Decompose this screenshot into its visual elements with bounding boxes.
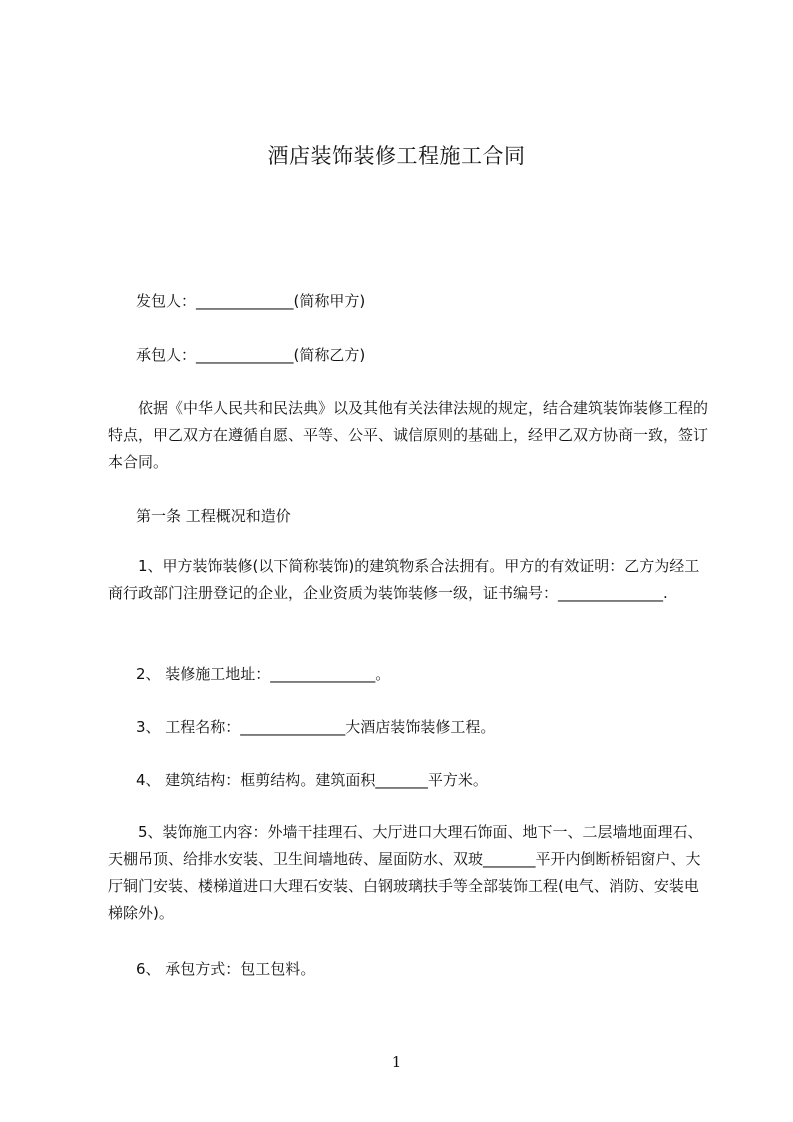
party-b-line: 承包人：_____________(简称乙方) [136,346,366,364]
clause-2-line: 2、 装修施工地址：______________。 [136,665,391,683]
page-number: 1 [391,1053,402,1071]
clause-4-line: 4、 建筑结构：框剪结构。建筑面积_______平方米。 [136,771,488,789]
clause-3-line: 3、 工程名称：______________大酒店装饰装修工程。 [136,718,496,736]
preamble-paragraph: 依据《中华人民共和民法典》以及其他有关法律法规的规定，结合建筑装饰装修工程的特点，甲乙双方在遵循自愿、平等、公平、诚信原则的基础上，经甲乙双方协商一致，签订本合同。 [108,399,709,471]
party-a-line: 发包人：_____________(简称甲方) [136,292,366,310]
clause-5-paragraph: 5、装饰施工内容：外墙干挂理石、大厅进口大理石饰面、地下一、二层墙地面理石、天棚吊顶、给排水安装、卫生间墙地砖、屋面防水、双玻_______平开内倒断桥铝窗户、大厅铜门安装、楼梯道进口大理石安装、白钢玻璃扶手等全部装饰工程(电气、消防、安装电梯除外)。 [108,823,703,922]
clause-6-line: 6、 承包方式：包工包料。 [136,960,316,978]
article-1-heading: 第一条 工程概况和造价 [136,507,291,525]
document-title: 酒店装饰装修工程施工合同 [267,144,526,168]
clause-1-paragraph: 1、甲方装饰装修(以下简称装饰)的建筑物系合法拥有。甲方的有效证明：乙方为经工商行政部门注册登记的企业，企业资质为装饰装修一级，证书编号：______________. [108,557,700,602]
